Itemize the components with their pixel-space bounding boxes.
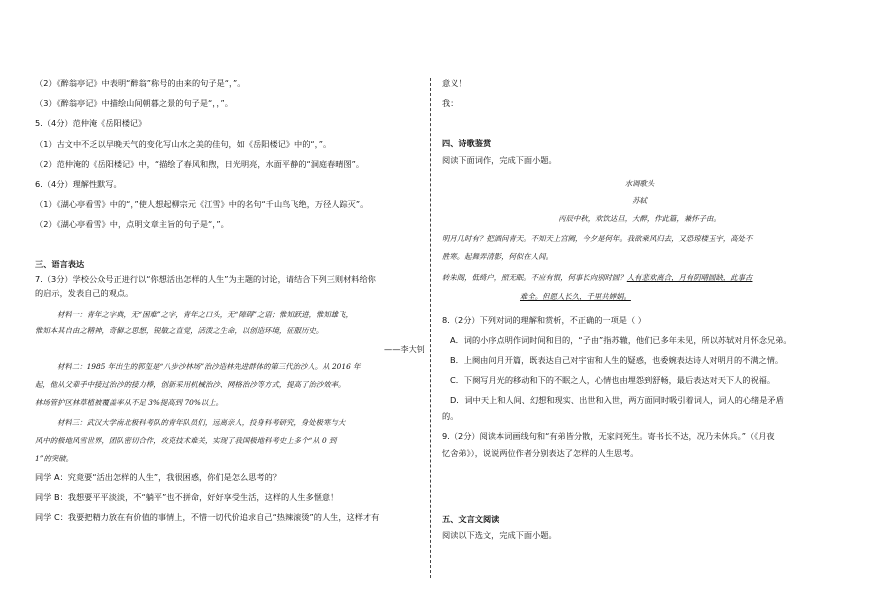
material-1-line-1: 材料一：青年之字典，无“困难”之字，青年之口头，无“障碍”之语；惟知跃进，惟知雄飞， <box>57 310 353 319</box>
section-4-heading: 四、诗歌鉴赏 <box>442 138 492 148</box>
dictation-q4-3: （3）《醉翁亭记》中描绘山间朝暮之景的句子是“，，”。 <box>35 98 233 108</box>
question-6-title: 6.（4分）理解性默写。 <box>35 179 122 189</box>
column-divider <box>430 78 431 578</box>
question-8-option-d-line-1: D．词中天上和人间、幻想和现实、出世和入世，两方面同时吸引着词人，词人的心绪是矛盾 <box>450 395 784 405</box>
question-5-1: （1）古文中不乏以早晚天气的变化写山水之美的佳句，如《岳阳楼记》中的“，”。 <box>35 139 332 149</box>
my-answer-label: 我： <box>442 98 459 108</box>
section-3-heading: 三、语言表达 <box>35 259 85 269</box>
material-1-line-2: 惟知本其自由之精神，奇僻之思想，锐敏之直觉，活泼之生命，以创造环境，征服历史。 <box>35 326 324 335</box>
material-3-line-2: 风中的极地风雪世界，团队密切合作，攻克技术难关，实现了我国极地科考史上多个“从 0 到 <box>35 436 337 445</box>
question-6-2: （2）《湖心亭看雪》中，点明文章主旨的句子是“，”。 <box>35 219 229 229</box>
poem-preface: 丙辰中秋，欢饮达旦，大醉，作此篇，兼怀子由。 <box>558 214 721 223</box>
poem-line-1: 明月几时有？把酒问青天。不知天上宫阙，今夕是何年。我欲乘风归去，又恐琼楼玉宇，高处不 <box>442 234 753 243</box>
question-7-line-1: 7.（3分）学校公众号正进行以“你想活出怎样的人生”为主题的讨论，请结合下列三则材料给你 <box>35 274 376 284</box>
material-2-line-3: 林场管护区林草植被覆盖率从不足 3%提高到 70%以上。 <box>35 398 224 407</box>
student-b: 同学 B：我想要平平淡淡，不“躺平”也不拼命，好好享受生活，这样的人生多惬意！ <box>35 492 339 502</box>
poem-title: 水调歌头 <box>624 179 655 188</box>
student-c: 同学 C：我要把精力放在有价值的事情上，不惜一切代价追求自己“热辣滚烫”的人生，这样才有 <box>35 512 380 522</box>
question-5-2: （2）范仲淹的《岳阳楼记》中，“描绘了春风和煦，日光明亮，水面平静的“洞庭春晴图”。 <box>35 159 365 169</box>
material-3-line-3: 1”的突破。 <box>35 454 74 463</box>
question-8-option-b: B．上阕由问月开篇，既表达自己对宇宙和人生的疑惑，也委婉表达诗人对明月的不满之情。 <box>450 355 784 365</box>
poem-underlined-2: 难全。但愿人长久，千里共婵娟。 <box>520 292 631 301</box>
student-a: 同学 A：究竟要“活出怎样的人生”，我很困惑，你们是怎么思考的？ <box>35 472 281 482</box>
poem-line-3 <box>442 273 752 282</box>
poem-line-2: 胜寒。起舞弄清影，何似在人间。 <box>442 252 553 261</box>
question-8-option-d-line-2: 的。 <box>442 411 459 421</box>
dictation-q4-2: （2）《醉翁亭记》中表明“醉翁”称号的由来的句子是“，”。 <box>35 78 246 88</box>
poem-author: 苏轼 <box>632 196 647 205</box>
poem-underlined-1: 人有悲欢离合，月有阴晴圆缺，此事古 <box>626 273 753 282</box>
question-6-1: （1）《湖心亭看雪》中的“，”使人想起柳宗元《江雪》中的名句“千山鸟飞绝，万径人踪灭”。 <box>35 199 369 209</box>
continued-line: 意义！ <box>442 78 467 88</box>
question-8-option-a: A．词的小序点明作词时间和目的，“子由”指苏辙，他们已多年未见，所以苏轼对月怀念兄弟。 <box>450 335 792 345</box>
section-5-instruction: 阅读以下选文，完成下面小题。 <box>442 530 557 540</box>
poem-line-4 <box>442 292 631 301</box>
question-9-line-2: 忆舍弟》），说说两位作者分别表达了怎样的人生思考。 <box>442 448 639 458</box>
material-1-author: ——李大钊 <box>384 344 425 354</box>
question-9-line-1: 9.（2分）阅读本词画线句和“有弟皆分散，无家问死生。寄书长不达，况乃未休兵。”（《月夜 <box>442 431 775 441</box>
poem-line-3-text: 转朱阁，低绮户，照无眠。不应有恨，何事长向别时圆？ <box>442 273 627 282</box>
material-2-line-1: 材料二：1985 年出生的郭玺是“八步沙林场”治沙造林先进群体的第三代治沙人。从 2016 年 <box>57 362 361 371</box>
question-5-title: 5.（4分）范仲淹《岳阳楼记》 <box>35 118 147 128</box>
question-8-stem: 8.（2分）下列对词的理解和赏析，不正确的一项是（ ） <box>442 315 646 325</box>
section-4-instruction: 阅读下面词作，完成下面小题。 <box>442 155 557 165</box>
question-7-line-2: 的启示，发表自己的观点。 <box>35 288 134 298</box>
material-2-line-2: 起，他从父辈手中接过治沙的接力棒，创新采用机械治沙、网格治沙等方式，提高了治沙效率。 <box>35 380 346 389</box>
question-8-option-c: C．下阕写月光的移动和下的不眠之人，心情也由埋怨到舒畅，最后表达对天下人的祝福。 <box>450 375 776 385</box>
section-5-heading: 五、文言文阅读 <box>442 514 500 524</box>
material-3-line-1: 材料三：武汉大学南北极科考队的青年队员们，远离亲人，投身科考研究，身处极寒与大 <box>57 418 346 427</box>
